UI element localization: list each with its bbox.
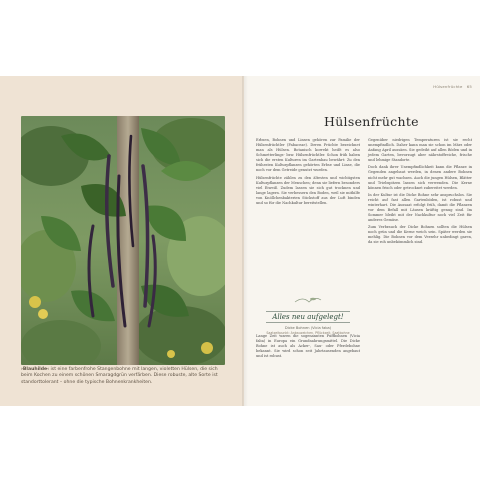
tip-title: Alles neu aufgelegt! [266,311,349,323]
left-page [0,76,244,406]
leaf-ornament-icon [293,296,323,304]
paragraph: In der Kultur ist die Dicke Bohne sehr anspruchslos. Sie reicht auf fast allen Gartenböden, ist robust und winterhart. Die Aussaat erfolgt früh, damit die Pflanzen vor dem Befall mit Läusen kräftig genug sind. Im Sommer bleibt mit der Nachkultur noch viel Zeit für anderes Gemüse. [368,192,472,223]
page-number: 65 [466,84,472,89]
text-column-left [256,138,360,208]
page-title: Hülsenfrüchte [324,114,419,129]
paragraph: Gegenüber niedrigen Temperaturen ist sie recht unempfindlich. Daher kann man sie schon im März oder Anfang April aussäen. Sie gedeiht auf allen Böden und in jedem Garten, bevorzugt aber nährstoffreiche, frische und lehmige Standorte. [368,138,472,163]
book-spread [0,76,480,406]
bean-plant-photo [21,116,225,365]
paragraph: Doch dank ihrer Unempfindlichkeit kann die Pflanze in Gegenden angebaut werden, in denen andere Bohnen nicht mehr gut wachsen. Auch die jungen Hülsen, Blätter und Triebspitzen lassen sich verwenden. Die Kerne können frisch oder getrocknet zubereitet werden. [368,165,472,190]
paragraph: Lange Zeit waren die sogenannten Puffbohnen (Vicia faba) in Europa ein Grundnahrungsmittel. Die Dicke Bohne ist auch als Acker-, Sau- oder Pferdebohne bekannt. Sie wird schon seit Jahrtausenden angebaut und ist robust. [256,334,360,359]
bean-plant-image [21,116,225,365]
right-page [244,76,480,406]
book-gutter [242,76,248,406]
caption-body: ist eine farbenfrohe Stangenbohne mit langen, violetten Hülsen, die sich beim Kochen zu einem schönen Smaragdgrün verfärben. Diese robuste, alte Sorte ist standorttolerant – ohne die typische Bohnenkrankheiten. [21,367,218,385]
tip-subtitle-2: Saatzeitpunkt: Anbauzeichen, Pflückzeit, Saatbohne [266,331,350,335]
paragraph: Hülsenfrüchte zählen zu den ältesten und wichtigsten Kulturpflanzen der Menschen; denn sie liefern besonders viel Eiweiß. Zudem lassen sie sich gut trocknen und lange lagern. Sie verbessern den Boden, weil sie mithilfe von Knöllchenbakterien Stickstoff aus der Luft binden und so für die Nachkultur bereitstellen. [256,175,360,205]
paragraph: Erbsen, Bohnen und Linsen gehören zur Familie der Hülsenfrüchtler (Fabaceae). Deren Früchte bezeichnet man als Hülsen. Botanisch korrekt heißt es also Schmetterlings- bzw. Hülsenfrüchtler. Schon früh haben sich die ersten Kulturen im Gartenbau bewährt: Zu den frühesten Kulturpflanzen gehörten Erbse und Linse, die noch vor dem Getreide genutzt wurden. [256,138,360,173]
running-head-text: Hülsenfrüchte [433,84,463,89]
running-header [433,84,472,89]
text-column-left-lower [256,334,360,361]
text-column-right [368,138,472,248]
tip-subtitle: Dicke Bohnen (Vicia faba) [284,326,332,330]
paragraph: Zum Verbrauch der Dicke Bohnen sollten die Hülsen noch grün und die Kerne weich sein. Später werden sie mehlig. Die Bohnen vor dem Verzehr unbedingt garen, da sie roh unbekömmlich sind. [368,225,472,245]
photo-caption [21,367,225,386]
caption-lead: ›Blauhilde‹ [21,367,50,372]
tip-box [262,296,354,336]
